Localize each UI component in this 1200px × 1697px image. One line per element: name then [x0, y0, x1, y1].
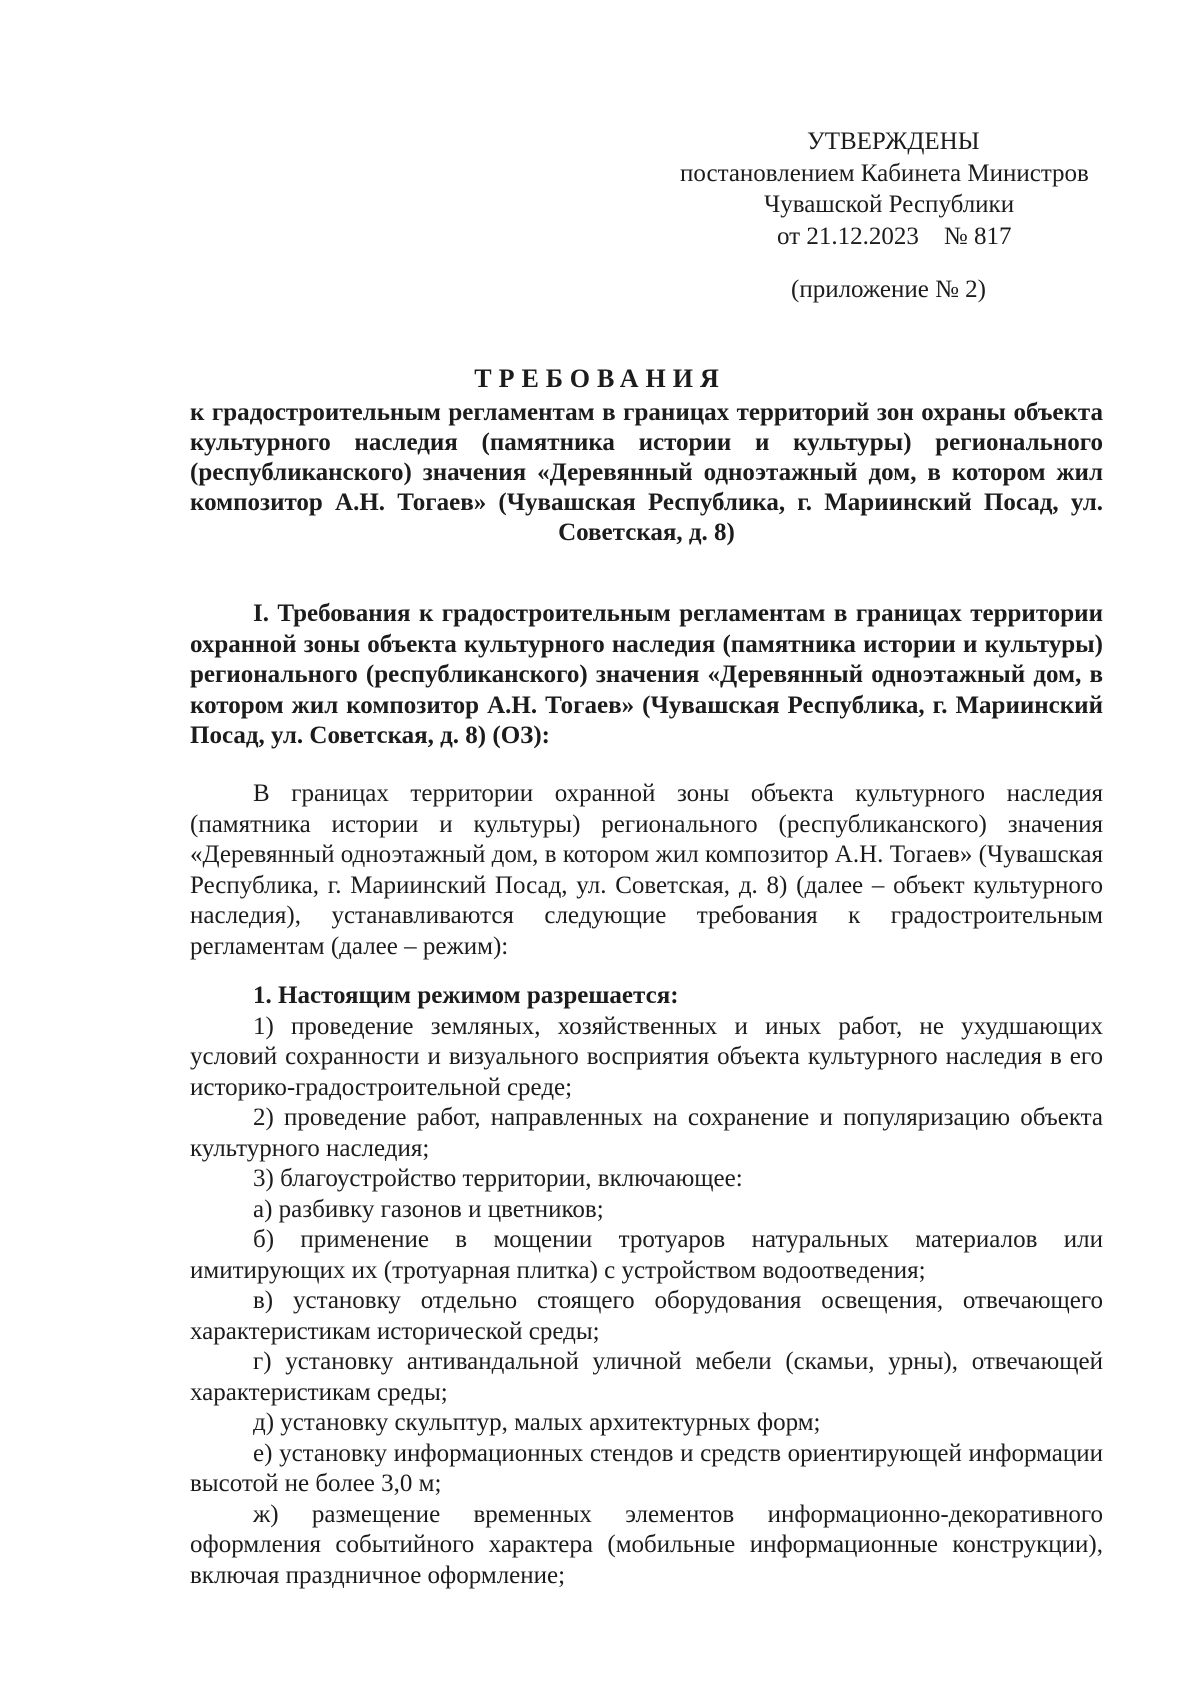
list-item: 3) благоустройство территории, включающее: [253, 1165, 743, 1192]
list-item: в) установку отдельно стоящего оборудования освещения, отвечающего характеристикам исторической среды; [190, 1287, 1103, 1345]
approval-date-number: от 21.12.2023 № 817 [777, 222, 1012, 250]
section-heading: I. Требования к градостроительным регламентам в границах территории охранной зоны объекта культурного наследия (памятника истории и культуры) регионального (республиканского) значения «Деревянный одноэтажный дом, в котором жил композитор А.Н. Тогаев» (Чувашская Республика, г. Мариинский Посад, ул. Советская, д. 8) (ОЗ): [190, 600, 1103, 749]
document-subtitle: к градостроительным регламентам в границах территорий зон охраны объекта культурного наследия (памятника истории и культуры) регионального (республиканского) значения «Деревянный одноэтажный дом, в котором жил композитор А.Н. Тогаев» (Чувашская Республика, г. Мариинский Посад, ул. Советская, д. 8) [190, 399, 1103, 546]
approval-republic: Чувашской Республики [764, 191, 1015, 218]
list-item: ж) размещение временных элементов информационно-декоративного оформления событийного характера (мобильные информационные конструкции), включая праздничное оформление; [190, 1500, 1103, 1589]
list-item: 2) проведение работ, направленных на сохранение и популяризацию объекта культурного наследия; [190, 1104, 1103, 1162]
list-item: д) установку скульптур, малых архитектурных форм; [253, 1409, 821, 1436]
intro-paragraph: В границах территории охранной зоны объекта культурного наследия (памятника истории и культуры) регионального (республиканского) значения «Деревянный одноэтажный дом, в котором жил композитор А.Н. Тогаев» (Чувашская Республика, г. Мариинский Посад, ул. Советская, д. 8) (далее – объект культурного наследия), устанавливаются следующие требования к градостроительным регламентам (далее – режим): [190, 780, 1103, 960]
list-item: г) установку антивандальной уличной мебели (скамьи, урны), отвечающей характеристикам среды; [190, 1348, 1103, 1406]
list-item: а) разбивку газонов и цветников; [253, 1195, 604, 1223]
approval-heading: УТВЕРЖДЕНЫ [807, 128, 980, 155]
list-item: е) установку информационных стендов и средств ориентирующей информации высотой не более 3,0 м; [190, 1439, 1103, 1497]
document-title: ТРЕБОВАНИЯ [474, 364, 726, 393]
rules-list [190, 981, 1103, 1591]
appendix-label: (приложение № 2) [791, 276, 987, 303]
approval-resolution: постановлением Кабинета Министров [680, 159, 1089, 187]
list-item: 1) проведение земляных, хозяйственных и иных работ, не ухудшающих условий сохранности и визуального восприятия объекта культурного наследия в его историко-градостроительной среде; [190, 1012, 1103, 1101]
approval-block [680, 126, 1110, 306]
list-item: б) применение в мощении тротуаров натуральных материалов или имитирующих их (тротуарная плитка) с устройством водоотведения; [190, 1226, 1103, 1284]
rule-heading: 1. Настоящим режимом разрешается: [253, 982, 679, 1009]
